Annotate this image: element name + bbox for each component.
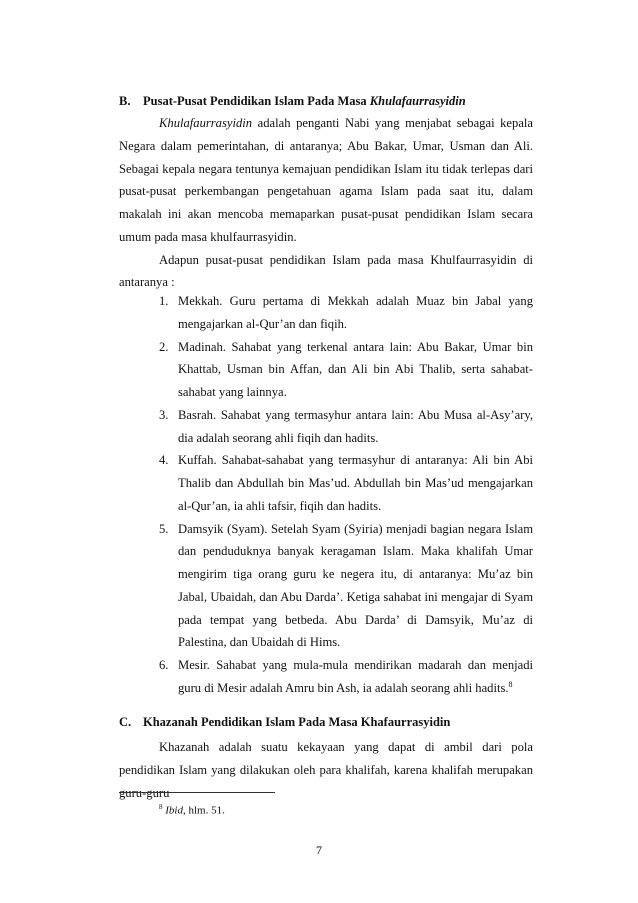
list-item-text: Basrah. Sahabat yang termasyhur antara lain: Abu Musa al-Asy’ary, dia adalah seorang ahli fiqih dan hadits. [178,407,533,445]
footnote-text: , hlm. 51. [182,804,225,817]
section-c-body [119,736,533,804]
footnote-number: 8 [159,803,163,811]
list-item-number: 4. [159,453,169,468]
list-item-number: 5. [159,521,169,536]
section-c-letter: C. [119,715,132,729]
list-item-text: Madinah. Sahabat yang terkenal antara lain: Abu Bakar, Umar bin Khattab, Usman bin Affan, dan Ali bin Abi Thalib, serta sahabat-sahabat yang lainnya. [178,339,533,399]
section-c-title: Khazanah Pendidikan Islam Pada Masa Khafaurrasyidin [143,715,451,729]
list-item [159,336,533,404]
centers-list [159,290,533,700]
list-item-text: Mesir. Sahabat yang mula-mula mendirikan madarah dan menjadi guru di Mesir adalah Amru bin Ash, ia adalah seorang ahli hadits. [178,658,533,695]
footnote-reference[interactable]: 8 [508,679,513,689]
khazanah-paragraph: Khazanah adalah suatu kekayaan yang dapat di ambil dari pola pendidikan Islam yang dilakukan oleh para khalifah, karena khalifah merupakan guru-guru [119,740,533,800]
list-item [159,654,533,700]
list-item-text: Kuffah. Sahabat-sahabat yang termasyhur di antaranya: Ali bin Abi Thalib dan Abdullah bin Mas’ud. Abdullah bin Mas’ud mengajarkan al-Qur’an, ia ahli tafsir, fiqih dan hadits. [178,453,533,513]
list-item [159,518,533,655]
list-item-number: 2. [159,339,169,354]
section-b-body [119,112,533,294]
list-item [159,404,533,450]
footnote-divider [119,792,275,793]
intro-paragraph-text: adalah penganti Nabi yang menjabat sebagai kepala Negara dalam pemerintahan, di antaranya; Abu Bakar, Umar, Usman dan Ali. Sebagai kepala negara tentunya kemajuan pendidikan Islam itu tidak terlepas dari pusat-pusat perkembangan pengetahuan agama Islam pada saat itu, dalam makalah ini akan mencoba memaparkan pusat-pusat pendidikan Islam secara umum pada masa khulfaurrasyidin. [119,116,533,244]
section-b-letter: B. [119,94,131,108]
list-item-text: Damsyik (Syam). Setelah Syam (Syiria) menjadi bagian negara Islam dan penduduknya banyak keragaman Islam. Maka khalifah Umar mengirim tiga orang guru ke negera itu, di antaranya: Mu’az bin Jabal, Ubaidah, dan Abu Darda’. Ketiga sahabat ini mengajar di Syam pada tempat yang betbeda. Abu Darda’ di Damsyik, Mu’az di Palestina, dan Ubaidah di Hims. [178,521,533,650]
list-intro-paragraph: Adapun pusat-pusat pendidikan Islam pada masa Khulfaurrasyidin di antaranya : [119,252,533,290]
intro-italic-term: Khulafaurrasyidin [159,116,253,130]
list-item-number: 6. [159,658,169,672]
page-number: 7 [316,843,322,857]
section-b-title: Pusat-Pusat Pendidikan Islam Pada Masa [143,94,370,108]
list-item [159,449,533,517]
footnote-source: Ibid [165,804,183,817]
list-item-number: 1. [159,294,169,308]
intro-paragraph [119,112,533,249]
section-b-title-italic: Khulafaurrasyidin [369,94,466,108]
list-item-text: Mekkah. Guru pertama di Mekkah adalah Muaz bin Jabal yang mengajarkan al-Qur’an dan fiqih. [178,294,533,331]
section-b-heading [119,93,539,109]
list-item-number: 3. [159,407,169,422]
footnote [159,800,225,818]
section-c-heading [119,714,539,730]
list-item [159,290,533,336]
